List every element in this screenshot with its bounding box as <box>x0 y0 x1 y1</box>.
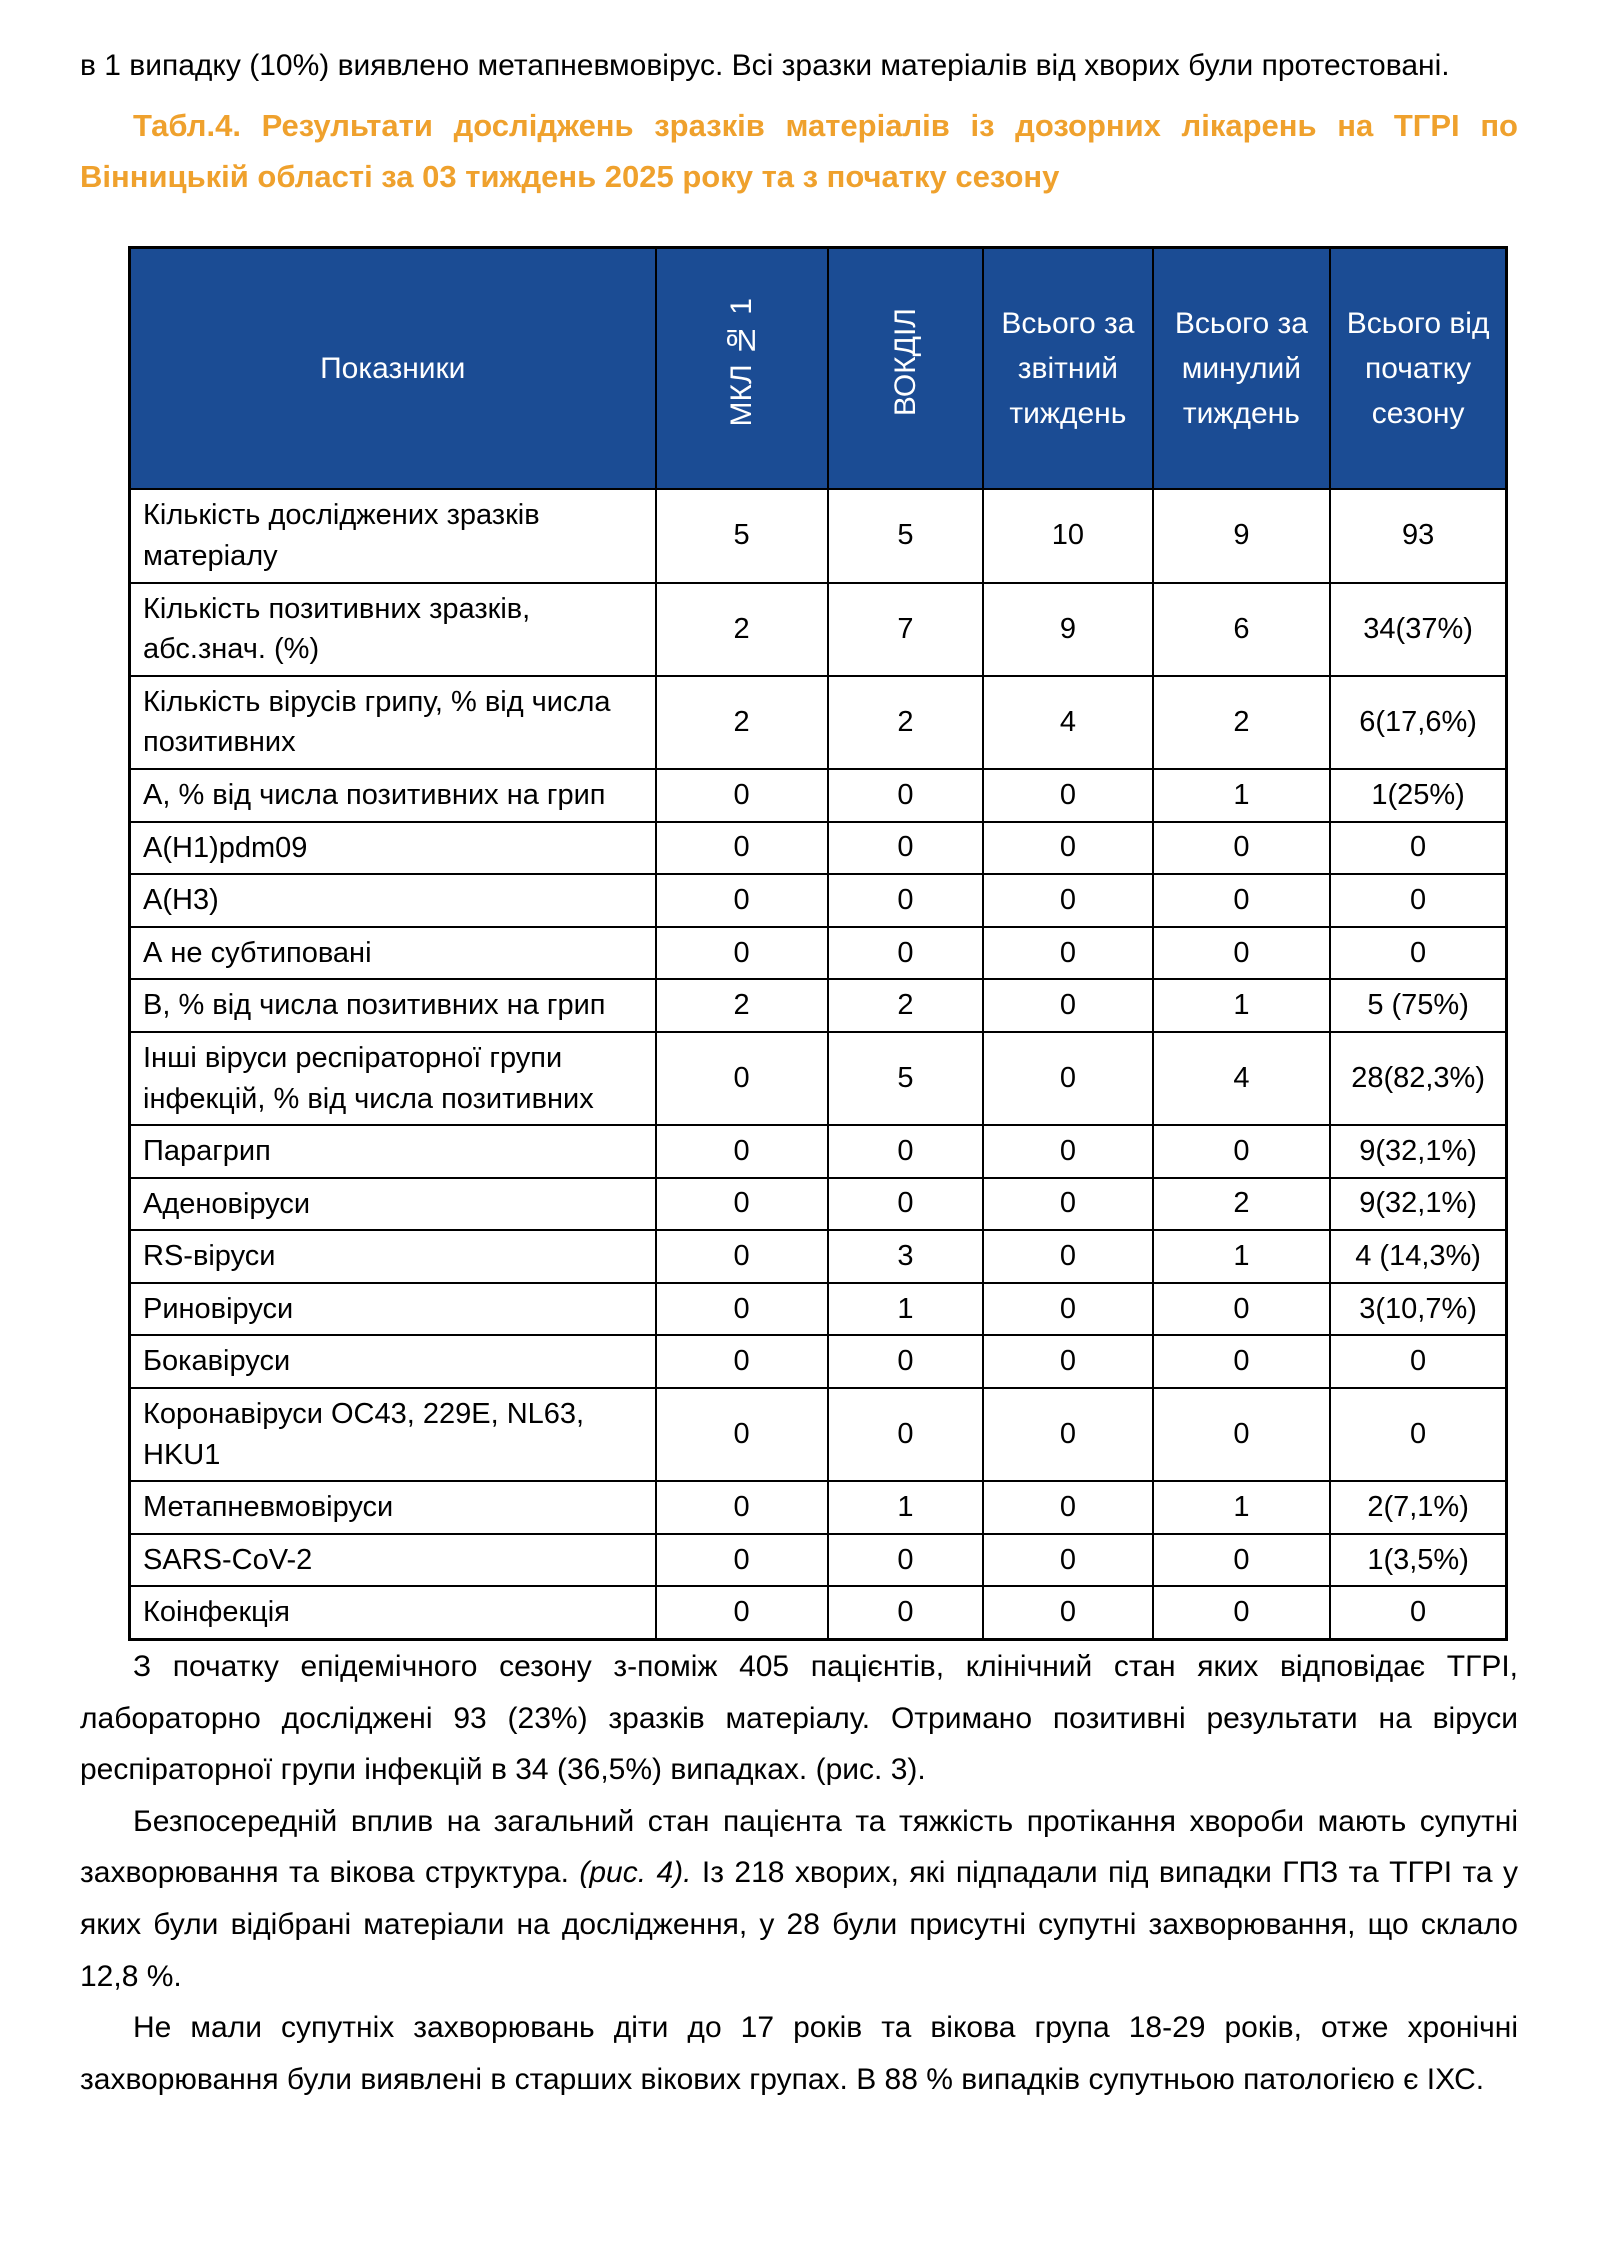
table-row <box>130 874 1507 927</box>
row-value: 0 <box>1330 822 1506 875</box>
row-value: 2 <box>828 979 984 1032</box>
row-value: 2 <box>828 676 984 769</box>
table-row <box>130 927 1507 980</box>
row-value: 1(25%) <box>1330 769 1506 822</box>
table-row <box>130 676 1507 769</box>
row-value: 0 <box>828 1125 984 1178</box>
row-value: 0 <box>656 1335 828 1388</box>
table-row <box>130 1230 1507 1283</box>
row-value: 9 <box>1153 489 1331 582</box>
row-label: A(H1)pdm09 <box>130 822 656 875</box>
row-value: 0 <box>656 1032 828 1125</box>
row-value: 4 <box>1153 1032 1331 1125</box>
row-label: В, % від числа позитивних на грип <box>130 979 656 1032</box>
header-vokdil <box>828 247 984 489</box>
header-indicators-label: Показники <box>320 352 466 386</box>
table-row <box>130 822 1507 875</box>
row-value: 0 <box>656 1178 828 1231</box>
paragraph-age-groups: Не мали супутніх захворювань діти до 17 років та вікова група 18-29 років, отже хронічні захворювання були виявлені в старших вікових групах. В 88 % випадків супутньою патологією є ІХС. <box>80 2011 1518 2096</box>
header-total-current-week-label: Всього за звітний тиждень <box>1001 307 1135 431</box>
row-label: Риновіруси <box>130 1283 656 1336</box>
header-mkl-1-label: МКЛ № 1 <box>725 297 759 427</box>
table-row <box>130 1388 1507 1481</box>
results-table-body <box>130 489 1507 1639</box>
row-value: 0 <box>983 1125 1152 1178</box>
row-value: 0 <box>983 769 1152 822</box>
row-value: 0 <box>983 979 1152 1032</box>
row-value: 0 <box>1153 927 1331 980</box>
row-value: 1 <box>1153 1481 1331 1534</box>
table-row <box>130 1335 1507 1388</box>
row-label: А не субтиповані <box>130 927 656 980</box>
row-label: Інші віруси респіраторної групи інфекцій, % від числа позитивних <box>130 1032 656 1125</box>
row-value: 0 <box>656 1283 828 1336</box>
table-row <box>130 979 1507 1032</box>
row-value: 93 <box>1330 489 1506 582</box>
header-indicators <box>130 247 656 489</box>
paragraph-comorbidity-before: Безпосередній вплив на загальний стан пацієнта та тяжкість протікання хвороби мають супутні захворювання та вікова структура. <box>80 1804 1518 1890</box>
row-value: 0 <box>656 1125 828 1178</box>
row-value: 0 <box>983 927 1152 980</box>
row-value: 2 <box>1153 1178 1331 1231</box>
results-table-header <box>130 247 1507 489</box>
row-value: 10 <box>983 489 1152 582</box>
row-label: RS-віруси <box>130 1230 656 1283</box>
row-value: 1 <box>1153 1230 1331 1283</box>
row-value: 4 <box>983 676 1152 769</box>
row-value: 0 <box>1153 822 1331 875</box>
row-value: 0 <box>656 1534 828 1587</box>
row-value: 1(3,5%) <box>1330 1534 1506 1587</box>
header-total-season <box>1330 247 1506 489</box>
row-value: 0 <box>828 927 984 980</box>
row-label: А, % від числа позитивних на грип <box>130 769 656 822</box>
intro-paragraph: в 1 випадку (10%) виявлено метапневмовірус. Всі зразки матеріалів від хворих були протестовані. <box>80 49 1450 82</box>
row-value: 9(32,1%) <box>1330 1125 1506 1178</box>
paragraph-comorbidity-figure-ref: (рис. 4). <box>579 1856 692 1890</box>
row-value: 0 <box>828 1178 984 1231</box>
row-value: 6 <box>1153 583 1331 676</box>
row-value: 0 <box>656 1481 828 1534</box>
header-mkl-1 <box>656 247 828 489</box>
row-value: 0 <box>828 1534 984 1587</box>
row-value: 0 <box>656 927 828 980</box>
row-label: Кількість позитивних зразків, абс.знач. (%) <box>130 583 656 676</box>
table-row <box>130 1586 1507 1639</box>
row-value: 0 <box>1153 1388 1331 1481</box>
row-value: 0 <box>1153 1534 1331 1587</box>
row-value: 0 <box>983 1481 1152 1534</box>
row-value: 2 <box>656 979 828 1032</box>
row-value: 0 <box>656 1388 828 1481</box>
header-total-previous-week-label: Всього за минулий тиждень <box>1174 307 1308 431</box>
row-label: Бокавіруси <box>130 1335 656 1388</box>
row-value: 0 <box>983 1178 1152 1231</box>
row-value: 5 <box>828 1032 984 1125</box>
row-value: 9(32,1%) <box>1330 1178 1506 1231</box>
row-label: Коінфекція <box>130 1586 656 1639</box>
table-row <box>130 769 1507 822</box>
header-row <box>130 247 1507 489</box>
paragraph-comorbidity <box>80 1796 1518 2002</box>
table-caption: Табл.4. Результати досліджень зразків матеріалів із дозорних лікарень на ТГРІ по Вінницькій області за 03 тиждень 2025 року та з початку сезону <box>80 107 1518 194</box>
row-value: 3 <box>828 1230 984 1283</box>
row-value: 2(7,1%) <box>1330 1481 1506 1534</box>
row-label: Метапневмовіруси <box>130 1481 656 1534</box>
row-value: 0 <box>1330 1388 1506 1481</box>
row-label: Аденовіруси <box>130 1178 656 1231</box>
row-label: A(H3) <box>130 874 656 927</box>
row-value: 0 <box>828 769 984 822</box>
row-value: 6(17,6%) <box>1330 676 1506 769</box>
row-value: 7 <box>828 583 984 676</box>
table-row <box>130 1481 1507 1534</box>
row-value: 5 <box>656 489 828 582</box>
row-value: 0 <box>1153 1335 1331 1388</box>
row-label: Кількість досліджених зразків матеріалу <box>130 489 656 582</box>
table-row <box>130 1125 1507 1178</box>
row-value: 0 <box>983 822 1152 875</box>
row-value: 0 <box>983 1032 1152 1125</box>
header-total-current-week <box>983 247 1152 489</box>
table-row <box>130 489 1507 582</box>
table-row <box>130 1534 1507 1587</box>
row-value: 5 (75%) <box>1330 979 1506 1032</box>
row-label: Коронавіруси ОС43, 229E, NL63, HKU1 <box>130 1388 656 1481</box>
row-label: Парагрип <box>130 1125 656 1178</box>
row-value: 0 <box>983 1388 1152 1481</box>
row-value: 0 <box>656 769 828 822</box>
row-value: 0 <box>983 1230 1152 1283</box>
row-value: 34(37%) <box>1330 583 1506 676</box>
row-value: 0 <box>983 1586 1152 1639</box>
row-label: SARS-CoV-2 <box>130 1534 656 1587</box>
row-value: 1 <box>828 1283 984 1336</box>
row-value: 0 <box>656 874 828 927</box>
table-row <box>130 1178 1507 1231</box>
table-row <box>130 583 1507 676</box>
paragraph-season: З початку епідемічного сезону з-поміж 405 пацієнтів, клінічний стан яких відповідає ТГРІ, лабораторно досліджені 93 (23%) зразків матеріалу. Отримано позитивні результати на віруси респіраторної групи інфекцій в 34 (36,5%) випадках. (рис. 3). <box>80 1650 1518 1787</box>
row-value: 2 <box>656 676 828 769</box>
row-value: 0 <box>828 1388 984 1481</box>
row-value: 1 <box>828 1481 984 1534</box>
row-value: 0 <box>828 1586 984 1639</box>
paragraph-comorbidity-after: Із 218 хворих, які підпадали під випадки ГПЗ та ТГРІ та у яких були відібрані матеріали на дослідження, у 28 були присутні супутні захворювання, що склало 12,8 %. <box>80 1856 1518 1993</box>
row-value: 0 <box>1330 927 1506 980</box>
row-value: 4 (14,3%) <box>1330 1230 1506 1283</box>
row-value: 1 <box>1153 979 1331 1032</box>
row-label: Кількість вірусів грипу, % від числа позитивних <box>130 676 656 769</box>
row-value: 0 <box>1153 874 1331 927</box>
row-value: 0 <box>983 1283 1152 1336</box>
header-total-season-label: Всього від початку сезону <box>1346 307 1490 431</box>
row-value: 0 <box>828 822 984 875</box>
row-value: 0 <box>983 1335 1152 1388</box>
header-total-previous-week <box>1153 247 1331 489</box>
row-value: 0 <box>656 822 828 875</box>
row-value: 28(82,3%) <box>1330 1032 1506 1125</box>
row-value: 2 <box>1153 676 1331 769</box>
row-value: 0 <box>828 1335 984 1388</box>
table-row <box>130 1032 1507 1125</box>
row-value: 0 <box>1330 874 1506 927</box>
table-row <box>130 1283 1507 1336</box>
row-value: 0 <box>1153 1586 1331 1639</box>
row-value: 2 <box>656 583 828 676</box>
row-value: 3(10,7%) <box>1330 1283 1506 1336</box>
row-value: 5 <box>828 489 984 582</box>
header-vokdil-label: ВОКДІЛ <box>888 308 922 417</box>
results-table <box>128 246 1508 1641</box>
row-value: 1 <box>1153 769 1331 822</box>
row-value: 0 <box>1153 1283 1331 1336</box>
row-value: 9 <box>983 583 1152 676</box>
row-value: 0 <box>656 1230 828 1283</box>
row-value: 0 <box>1330 1335 1506 1388</box>
row-value: 0 <box>983 874 1152 927</box>
row-value: 0 <box>828 874 984 927</box>
row-value: 0 <box>656 1586 828 1639</box>
row-value: 0 <box>1153 1125 1331 1178</box>
row-value: 0 <box>983 1534 1152 1587</box>
row-value: 0 <box>1330 1586 1506 1639</box>
